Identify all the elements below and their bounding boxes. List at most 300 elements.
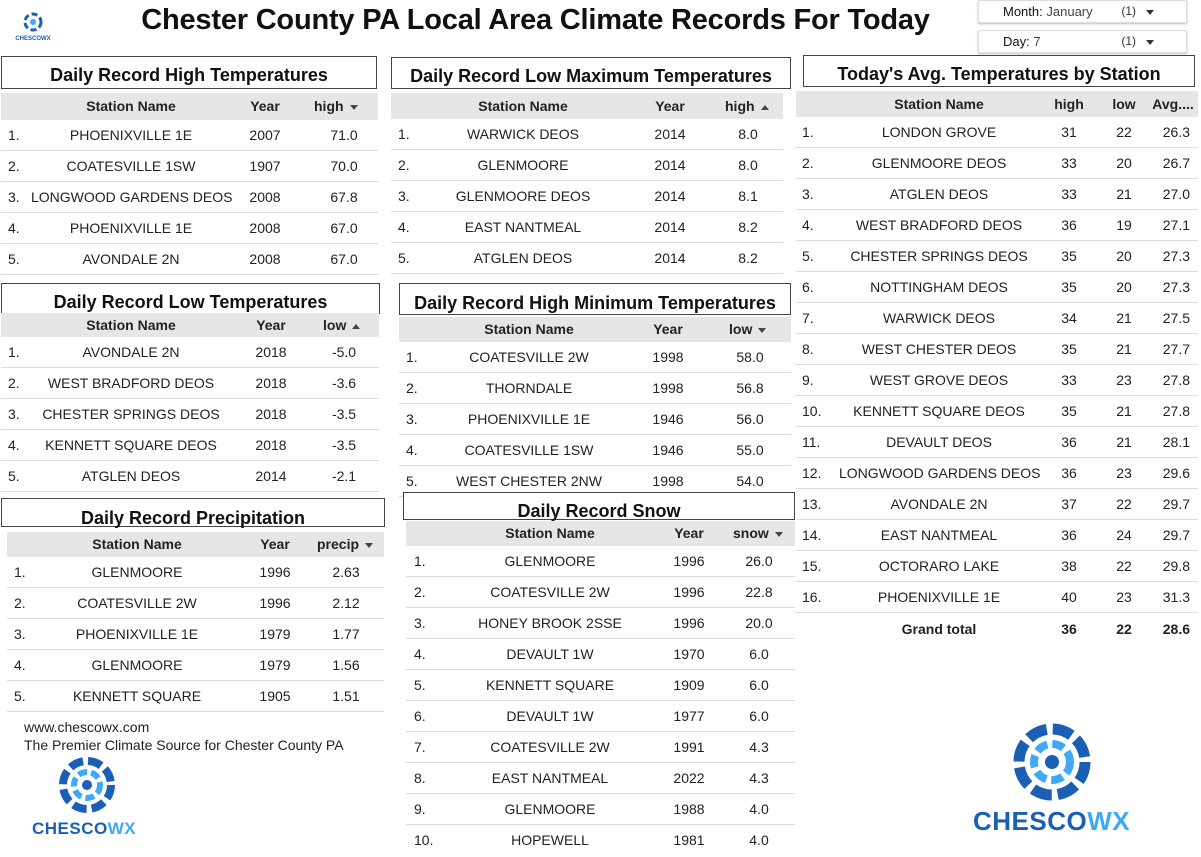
station-name: KENNETT SQUARE (72, 688, 202, 704)
table-row (391, 243, 783, 274)
sort-desc-icon: low (729, 321, 766, 337)
year: 2008 (249, 220, 281, 236)
table-row (1, 151, 378, 182)
day-filter-label: Day: (1003, 34, 1030, 49)
rank: 1. (802, 124, 814, 140)
rank: 11. (802, 434, 821, 450)
avg: 27.8 (1162, 372, 1190, 388)
grand-total-low: 22 (1116, 621, 1132, 637)
record-high-title: Daily Record High Temperatures (1, 56, 377, 89)
rank: 1. (8, 344, 20, 360)
value: 8.0 (738, 157, 758, 173)
station-name: GLENMOORE (91, 564, 183, 580)
year: 1977 (673, 708, 705, 724)
station-name: LONGWOOD GARDENS DEOS (31, 189, 233, 205)
station-name: WEST CHESTER DEOS (861, 341, 1017, 357)
rank: 5. (14, 688, 26, 704)
avg: 29.7 (1162, 527, 1190, 543)
station-name: ATGLEN DEOS (473, 250, 573, 266)
table-row (391, 212, 783, 243)
avg-temps-table (796, 91, 1198, 646)
value: 67.0 (330, 220, 358, 236)
rank: 10. (414, 832, 434, 848)
avg: 27.5 (1162, 310, 1190, 326)
rank: 3. (802, 186, 814, 202)
high: 35 (1061, 279, 1077, 295)
station-name: PHOENIXVILLE 1E (467, 411, 591, 427)
year: 1907 (249, 158, 281, 174)
rank: 2. (8, 375, 20, 391)
station-header[interactable]: Station Name (478, 98, 568, 114)
low: 21 (1116, 403, 1132, 419)
high: 36 (1061, 434, 1077, 450)
table-row (1, 399, 379, 430)
station-header[interactable]: Station Name (86, 317, 176, 333)
rank: 3. (414, 615, 426, 631)
year: 1946 (652, 411, 684, 427)
year-header[interactable]: Year (674, 525, 704, 541)
station-name: DEVAULT 1W (506, 708, 594, 724)
station-header[interactable]: Station Name (484, 321, 574, 337)
high: 36 (1061, 217, 1077, 233)
record-low-max-table (391, 93, 783, 274)
month-filter-label: Month: (1003, 4, 1043, 19)
small-logo-text: CHESCOWX (15, 36, 51, 42)
value: 1.51 (332, 688, 360, 704)
record-snow-title: Daily Record Snow (403, 492, 795, 520)
low: 22 (1116, 496, 1132, 512)
table-row (796, 272, 1198, 303)
year: 1996 (673, 615, 705, 631)
year: 2008 (249, 189, 281, 205)
table-row (406, 546, 795, 577)
chescowx-logo-icon (58, 756, 116, 814)
value: 8.0 (738, 126, 758, 142)
station-name: HOPEWELL (511, 832, 589, 848)
station-name: GLENMOORE (91, 657, 183, 673)
year: 1905 (259, 688, 291, 704)
table-row (406, 701, 795, 732)
low: 23 (1116, 465, 1132, 481)
station-name: KENNETT SQUARE (485, 677, 615, 693)
chevron-down-icon[interactable] (1146, 40, 1154, 45)
table-header (1, 93, 378, 120)
year-header[interactable]: Year (655, 98, 685, 114)
value: 56.8 (736, 380, 764, 396)
year: 2018 (255, 406, 287, 422)
record-low-max-title: Daily Record Low Maximum Temperatures (391, 57, 791, 89)
table-row (1, 430, 379, 461)
low: 21 (1116, 310, 1132, 326)
value: 4.3 (749, 739, 769, 755)
rank: 8. (414, 770, 426, 786)
low: 20 (1116, 279, 1132, 295)
rank: 9. (802, 372, 814, 388)
table-row (796, 489, 1198, 520)
rank: 9. (414, 801, 426, 817)
value: 67.0 (330, 251, 358, 267)
year: 1970 (673, 646, 705, 662)
table-row (406, 763, 795, 794)
station-name: WARWICK DEOS (466, 126, 579, 142)
brand-wx: WX (107, 819, 137, 838)
station-name: CHESTER SPRINGS DEOS (850, 248, 1028, 264)
table-row (796, 334, 1198, 365)
rank: 3. (8, 189, 20, 205)
rank: 5. (398, 250, 410, 266)
station-name: GLENMOORE (504, 801, 596, 817)
station-name: GLENMOORE (504, 553, 596, 569)
table-row (796, 458, 1198, 489)
year: 2007 (249, 127, 281, 143)
year: 2018 (255, 344, 287, 360)
station-name: AVONDALE 2N (890, 496, 988, 512)
sort-asc-icon: high (725, 98, 769, 114)
low-header[interactable] (729, 317, 766, 342)
rank: 4. (802, 217, 814, 233)
grand-total-row (796, 613, 1198, 646)
day-filter-count: (1) (1121, 34, 1136, 48)
year: 2008 (249, 251, 281, 267)
station-name: LONDON GROVE (881, 124, 997, 140)
rank: 4. (14, 657, 26, 673)
station-name: KENNETT SQUARE DEOS (45, 437, 217, 453)
low: 23 (1116, 372, 1132, 388)
table-row (1, 337, 379, 368)
value: 56.0 (736, 411, 764, 427)
table-row (406, 670, 795, 701)
rank: 16. (802, 589, 822, 605)
value: 4.0 (749, 832, 769, 848)
station-name: PHOENIXVILLE 1E (69, 220, 193, 236)
year: 2014 (654, 188, 686, 204)
year-header[interactable]: Year (250, 98, 280, 114)
rank: 7. (802, 310, 814, 326)
value: 6.0 (749, 708, 769, 724)
avg: 27.1 (1162, 217, 1190, 233)
value: 55.0 (736, 442, 764, 458)
table-row (796, 551, 1198, 582)
low: 21 (1116, 186, 1132, 202)
year: 1998 (652, 349, 684, 365)
rank: 6. (414, 708, 426, 724)
station-name: EAST NANTMEAL (491, 770, 609, 786)
value: 22.8 (745, 584, 773, 600)
brand-chesco: CHESCO (973, 806, 1088, 836)
low: 24 (1116, 527, 1132, 543)
table-row (399, 373, 791, 404)
rank: 13. (802, 496, 822, 512)
rank: 2. (398, 157, 410, 173)
avg: 27.0 (1162, 186, 1190, 202)
station-name: THORNDALE (485, 380, 573, 396)
rank: 2. (802, 155, 814, 171)
station-name: WEST GROVE DEOS (869, 372, 1009, 388)
value: 8.2 (738, 250, 758, 266)
rank: 1. (8, 127, 20, 143)
station-name: COATESVILLE 2W (490, 584, 610, 600)
table-header (796, 91, 1198, 117)
table-row (796, 365, 1198, 396)
low: 23 (1116, 589, 1132, 605)
table-row (1, 120, 378, 151)
avg: 26.3 (1162, 124, 1190, 140)
rank: 4. (406, 442, 418, 458)
rank: 2. (8, 158, 20, 174)
rank: 4. (414, 646, 426, 662)
station-name: GLENMOORE (477, 157, 569, 173)
low-header[interactable]: low (1112, 96, 1136, 112)
value: 71.0 (330, 127, 358, 143)
station-name: ATGLEN DEOS (81, 468, 181, 484)
snow-header[interactable] (733, 521, 783, 546)
table-row (796, 520, 1198, 551)
rank: 5. (8, 468, 20, 484)
table-header (1, 313, 379, 337)
year: 2014 (654, 126, 686, 142)
year-header[interactable]: Year (260, 536, 290, 552)
year: 2018 (255, 437, 287, 453)
rank: 5. (406, 473, 418, 489)
station-name: LONGWOOD GARDENS DEOS (839, 465, 1041, 481)
station-name: GLENMOORE DEOS (455, 188, 591, 204)
rank: 2. (414, 584, 426, 600)
record-precip-title: Daily Record Precipitation (1, 498, 385, 527)
low: 20 (1116, 155, 1132, 171)
rank: 4. (398, 219, 410, 235)
station-name: ATGLEN DEOS (889, 186, 989, 202)
year: 2014 (654, 250, 686, 266)
station-name: KENNETT SQUARE DEOS (853, 403, 1025, 419)
station-header[interactable]: Station Name (894, 96, 984, 112)
station-name: COATESVILLE 2W (77, 595, 197, 611)
table-row (7, 619, 384, 650)
high: 37 (1061, 496, 1077, 512)
value: 6.0 (749, 677, 769, 693)
avg: 27.7 (1162, 341, 1190, 357)
station-name: WEST CHESTER 2NW (456, 473, 602, 489)
website-link[interactable]: www.chescowx.com (24, 719, 150, 735)
rank: 1. (398, 126, 410, 142)
low: 19 (1116, 217, 1132, 233)
year: 1979 (259, 657, 291, 673)
table-row (796, 427, 1198, 458)
avg-temps-title: Today's Avg. Temperatures by Station (803, 55, 1195, 87)
rank: 14. (802, 527, 822, 543)
high-header[interactable]: high (1054, 96, 1084, 112)
low: 21 (1116, 341, 1132, 357)
station-name: AVONDALE 2N (82, 251, 180, 267)
station-name: WEST BRADFORD DEOS (855, 217, 1023, 233)
avg: 28.1 (1162, 434, 1190, 450)
year: 1996 (673, 553, 705, 569)
year: 1909 (673, 677, 705, 693)
precip-header[interactable] (317, 532, 373, 557)
record-snow-table (406, 521, 795, 856)
rank: 8. (802, 341, 814, 357)
table-row (399, 342, 791, 373)
high: 35 (1061, 341, 1077, 357)
value: -3.5 (331, 437, 357, 453)
station-header[interactable]: Station Name (92, 536, 182, 552)
value: 2.63 (332, 564, 360, 580)
value: 70.0 (330, 158, 358, 174)
high-header[interactable] (314, 93, 358, 120)
record-high-min-title: Daily Record High Minimum Temperatures (399, 283, 791, 315)
table-row (406, 639, 795, 670)
rank: 7. (414, 739, 426, 755)
table-row (1, 244, 378, 275)
high: 40 (1061, 589, 1077, 605)
station-name: EAST NANTMEAL (880, 527, 998, 543)
table-row (406, 732, 795, 763)
avg: 27.3 (1162, 279, 1190, 295)
low: 20 (1116, 248, 1132, 264)
year: 1946 (652, 442, 684, 458)
high: 33 (1061, 372, 1077, 388)
station-name: PHOENIXVILLE 1E (75, 626, 199, 642)
brand-wordmark-right (973, 806, 1130, 837)
record-high-min-table (399, 317, 791, 497)
value: 4.3 (749, 770, 769, 786)
sort-desc-icon: precip (317, 536, 373, 552)
low: 22 (1116, 124, 1132, 140)
year: 1996 (259, 595, 291, 611)
value: -3.5 (331, 406, 357, 422)
table-row (1, 368, 379, 399)
avg: 26.7 (1162, 155, 1190, 171)
rank: 1. (14, 564, 26, 580)
table-row (391, 181, 783, 212)
avg-header[interactable]: Avg.... (1152, 96, 1194, 112)
table-header (391, 93, 783, 119)
low-header[interactable] (323, 313, 360, 337)
value: -2.1 (331, 468, 357, 484)
table-row (796, 210, 1198, 241)
rank: 2. (406, 380, 418, 396)
high-header[interactable] (725, 93, 769, 119)
high: 36 (1061, 527, 1077, 543)
year: 1979 (259, 626, 291, 642)
year: 1998 (652, 473, 684, 489)
month-filter-value: January (1046, 4, 1093, 19)
rank: 3. (406, 411, 418, 427)
rank: 3. (398, 188, 410, 204)
table-row (7, 557, 384, 588)
table-row (1, 213, 378, 244)
station-name: COATESVILLE 2W (469, 349, 589, 365)
value: -3.6 (331, 375, 357, 391)
station-name: DEVAULT DEOS (886, 434, 992, 450)
value: 54.0 (736, 473, 764, 489)
chescowx-logo-large-icon (1012, 722, 1092, 802)
table-row (796, 303, 1198, 334)
chevron-down-icon[interactable] (1146, 10, 1154, 15)
brand-wordmark-left (32, 819, 136, 839)
year: 2014 (255, 468, 287, 484)
station-name: PHOENIXVILLE 1E (69, 127, 193, 143)
rank: 1. (414, 553, 426, 569)
avg: 27.3 (1162, 248, 1190, 264)
station-name: WARWICK DEOS (882, 310, 995, 326)
year: 2022 (673, 770, 705, 786)
value: 8.2 (738, 219, 758, 235)
station-name: NOTTINGHAM DEOS (870, 279, 1008, 295)
rank: 6. (802, 279, 814, 295)
month-filter[interactable] (978, 0, 1187, 23)
year: 2014 (654, 157, 686, 173)
rank: 4. (8, 437, 20, 453)
brand-chesco: CHESCO (32, 819, 108, 838)
record-precip-table (7, 532, 384, 712)
rank: 12. (802, 465, 822, 481)
day-filter[interactable] (978, 30, 1187, 53)
avg: 29.8 (1162, 558, 1190, 574)
rank: 15. (802, 558, 822, 574)
station-header[interactable]: Station Name (505, 525, 595, 541)
table-header (7, 532, 384, 557)
table-row (796, 396, 1198, 427)
avg: 29.7 (1162, 496, 1190, 512)
high: 38 (1061, 558, 1077, 574)
table-row (399, 435, 791, 466)
table-row (7, 681, 384, 712)
rank: 3. (8, 406, 20, 422)
year: 1996 (259, 564, 291, 580)
grand-total-high: 36 (1061, 621, 1077, 637)
tagline: The Premier Climate Source for Chester County PA (24, 737, 344, 753)
high: 31 (1061, 124, 1077, 140)
station-name: COATESVILLE 2W (490, 739, 610, 755)
table-row (1, 461, 379, 492)
station-name: OCTORARO LAKE (878, 558, 1000, 574)
high: 33 (1061, 155, 1077, 171)
station-name: EAST NANTMEAL (464, 219, 582, 235)
rank: 1. (406, 349, 418, 365)
station-header[interactable]: Station Name (86, 98, 176, 114)
station-name: HONEY BROOK 2SSE (478, 615, 622, 631)
table-row (391, 150, 783, 181)
sort-asc-icon: low (323, 317, 360, 333)
rank: 3. (14, 626, 26, 642)
grand-total-label: Grand total (901, 621, 977, 637)
record-high-table (1, 93, 378, 275)
year-header[interactable]: Year (653, 321, 683, 337)
value: 67.8 (330, 189, 358, 205)
rank: 5. (8, 251, 20, 267)
year-header[interactable]: Year (256, 317, 286, 333)
table-row (391, 119, 783, 150)
value: 1.77 (332, 626, 360, 642)
rank: 2. (14, 595, 26, 611)
station-name: GLENMOORE DEOS (871, 155, 1007, 171)
table-row (796, 117, 1198, 148)
value: 4.0 (749, 801, 769, 817)
page-title: Chester County PA Local Area Climate Records For Today (141, 4, 930, 36)
value: 2.12 (332, 595, 360, 611)
high: 36 (1061, 465, 1077, 481)
rank: 10. (802, 403, 822, 419)
low: 22 (1116, 558, 1132, 574)
grand-total-avg: 28.6 (1162, 621, 1190, 637)
table-row (7, 650, 384, 681)
avg: 29.6 (1162, 465, 1190, 481)
value: 26.0 (745, 553, 773, 569)
year: 1991 (673, 739, 705, 755)
sort-desc-icon: high (314, 98, 358, 114)
high: 33 (1061, 186, 1077, 202)
year: 1998 (652, 380, 684, 396)
